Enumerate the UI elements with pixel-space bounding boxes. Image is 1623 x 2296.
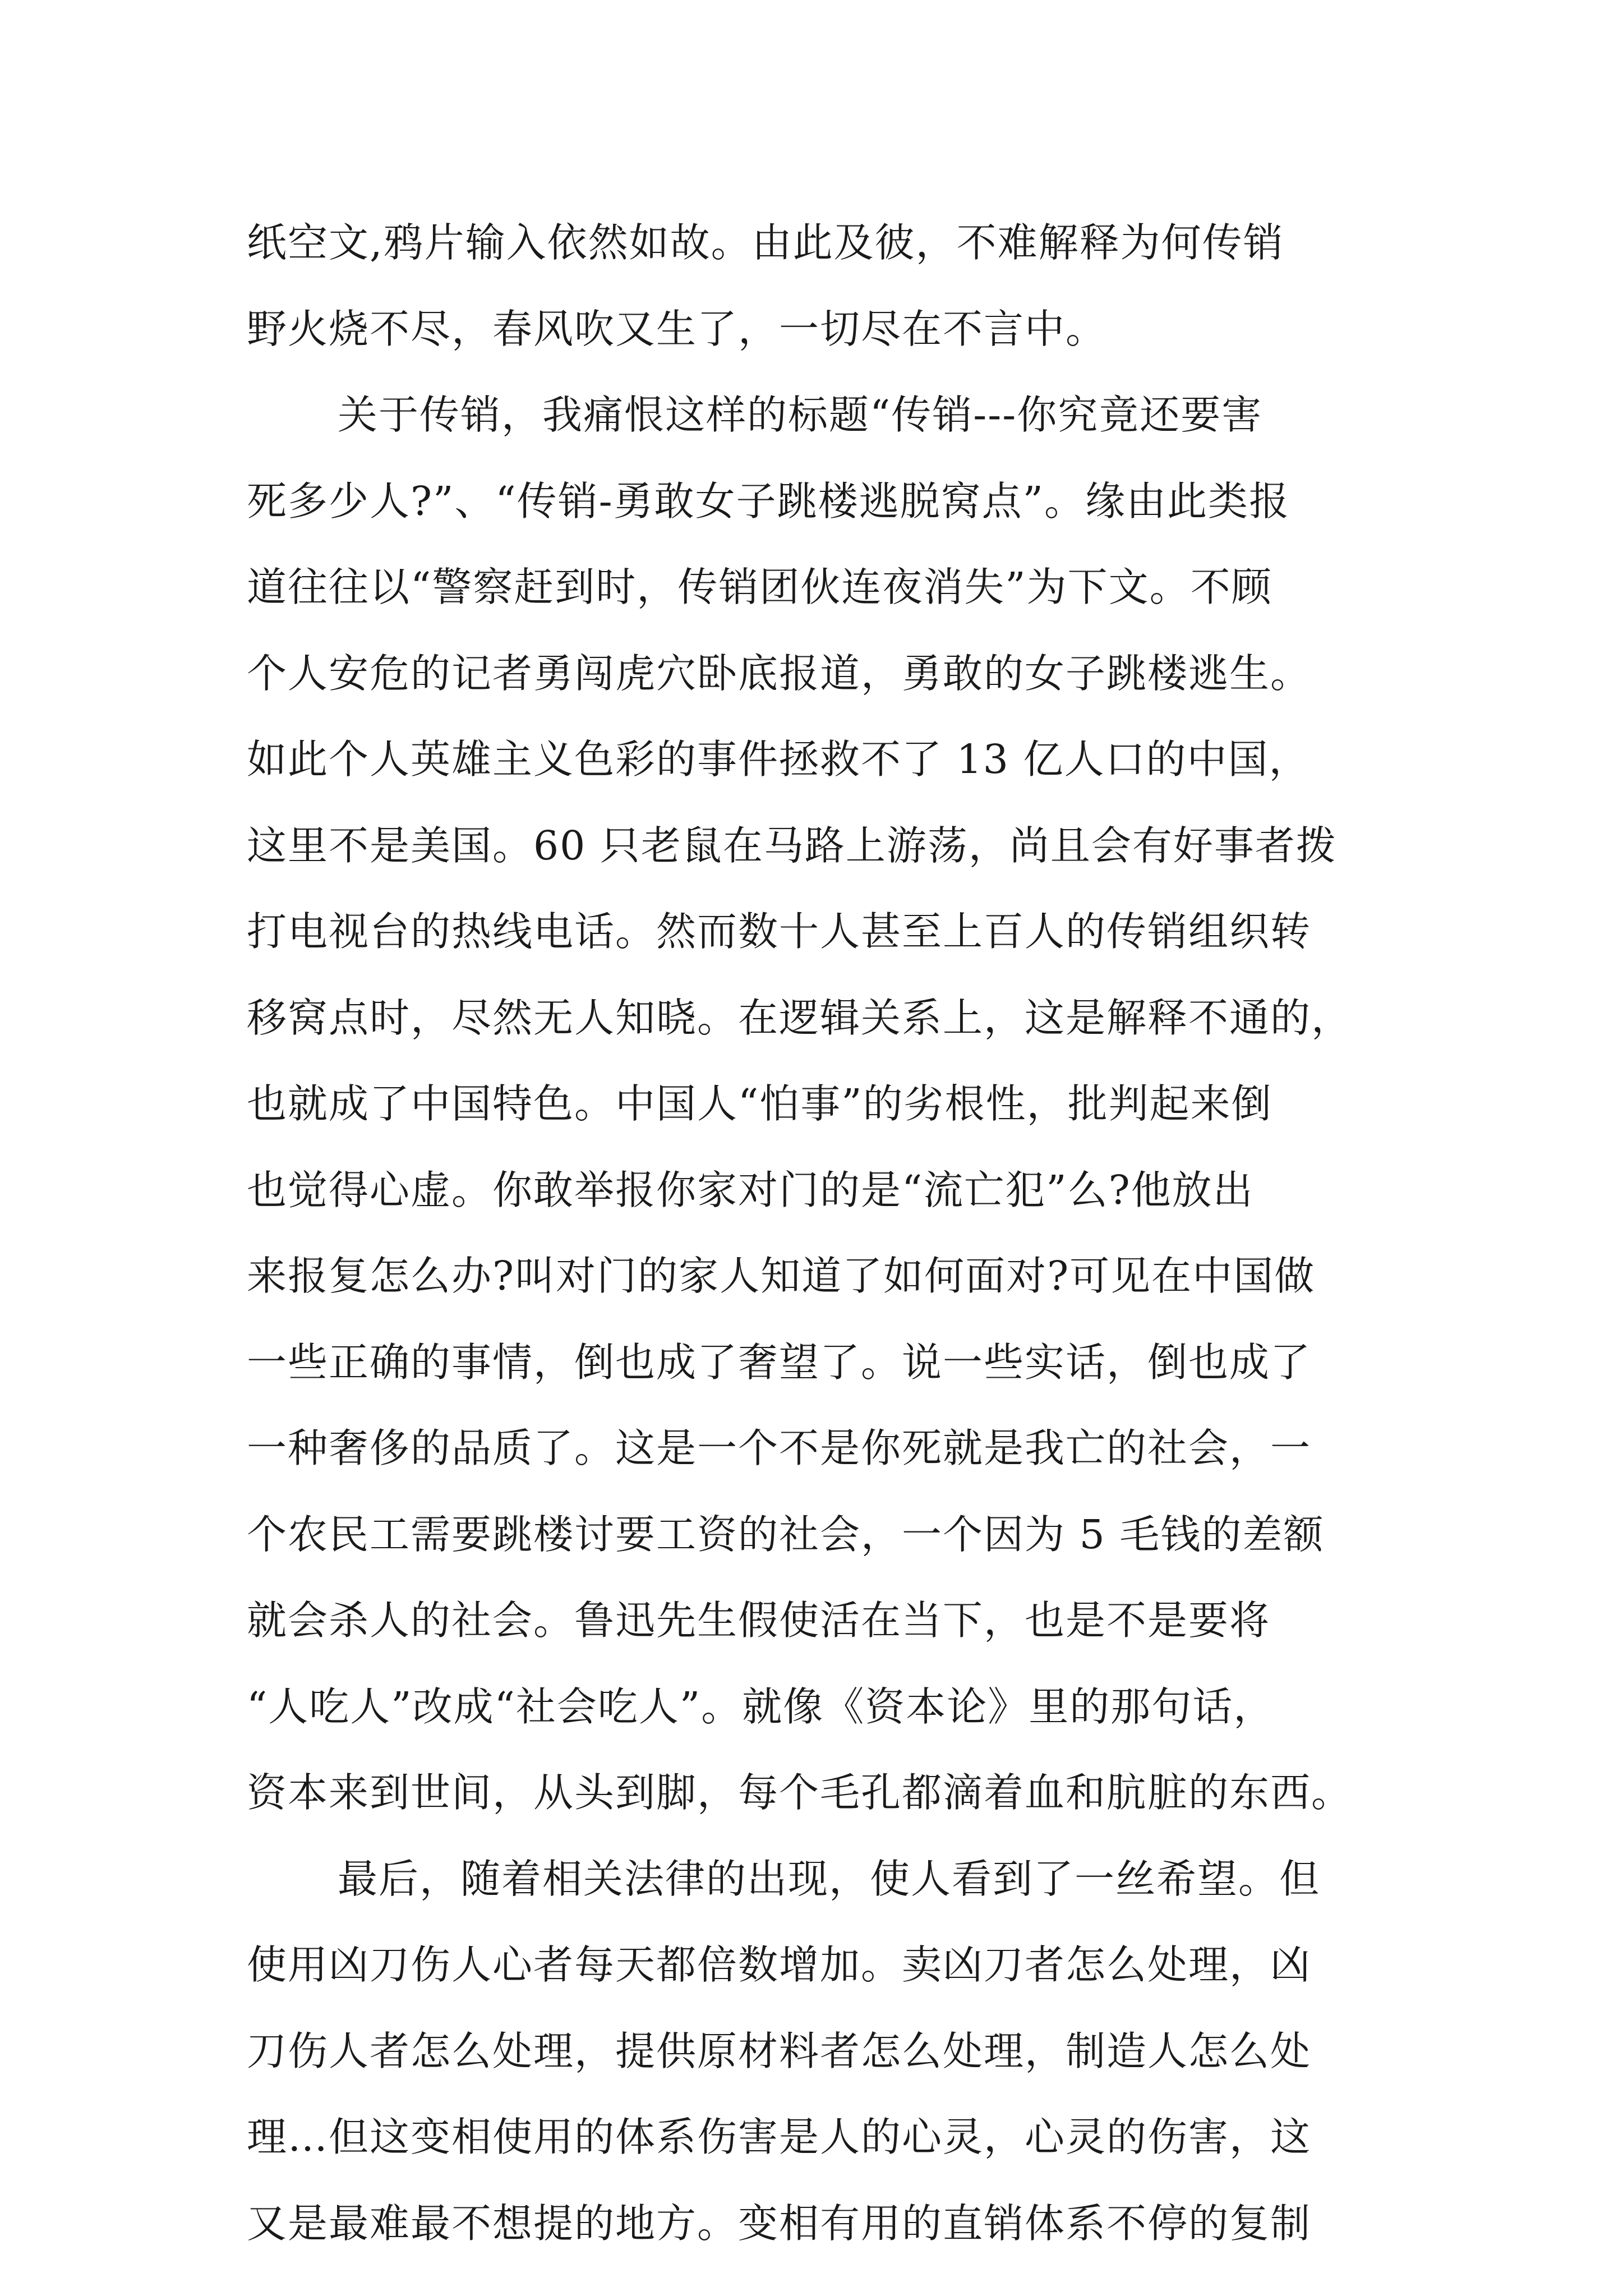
text-line-15: 一种奢侈的品质了。这是一个不是你死就是我亡的社会，一 bbox=[247, 1425, 1312, 1471]
text-line-6: 个人安危的记者勇闯虎穴卧底报道，勇敢的女子跳楼逃生。 bbox=[247, 650, 1312, 697]
body-text bbox=[247, 200, 1385, 2266]
text-line-24: 又是最难最不想提的地方。变相有用的直销体系不停的复制 bbox=[247, 2200, 1312, 2247]
text-line-9: 打电视台的热线电话。然而数十人甚至上百人的传销组织转 bbox=[247, 908, 1312, 955]
text-line-1: 纸空文,鸦片输入依然如故。由此及彼，不难解释为何传销 bbox=[247, 219, 1284, 266]
text-line-10: 移窝点时，尽然无人知晓。在逻辑关系上，这是解释不通的， bbox=[247, 994, 1353, 1041]
text-line-14: 一些正确的事情，倒也成了奢望了。说一些实话，倒也成了 bbox=[247, 1338, 1312, 1386]
text-line-2: 野火烧不尽，春风吹又生了，一切尽在不言中。 bbox=[247, 305, 1107, 352]
text-line-18: “人吃人”改成“社会吃人”。就像《资本论》里的那句话， bbox=[247, 1683, 1275, 1730]
text-line-13: 来报复怎么办?叫对门的家人知道了如何面对?可见在中国做 bbox=[247, 1253, 1316, 1299]
text-line-11: 也就成了中国特色。中国人“怕事”的劣根性，批判起来倒 bbox=[247, 1080, 1272, 1127]
text-line-4: 死多少人?”、“传销-勇敢女子跳楼逃脱窝点”。缘由此类报 bbox=[247, 477, 1290, 524]
text-line-7: 如此个人英雄主义色彩的事件拯救不了 13 亿人口的中国， bbox=[247, 736, 1310, 783]
text-line-5: 道往往以“警察赶到时，传销团伙连夜消失”为下文。不顾 bbox=[247, 564, 1272, 610]
text-line-17: 就会杀人的社会。鲁迅先生假使活在当下，也是不是要将 bbox=[247, 1597, 1271, 1644]
text-line-16: 个农民工需要跳楼讨要工资的社会，一个因为 5 毛钱的差额 bbox=[247, 1511, 1325, 1558]
text-line-20: 最后，随着相关法律的出现，使人看到了一丝希望。但 bbox=[338, 1855, 1321, 1902]
text-line-19: 资本来到世间，从头到脚，每个毛孔都滴着血和肮脏的东西。 bbox=[247, 1769, 1353, 1816]
text-line-22: 刀伤人者怎么处理，提供原材料者怎么处理，制造人怎么处 bbox=[247, 2027, 1312, 2074]
text-line-21: 使用凶刀伤人心者每天都倍数增加。卖凶刀者怎么处理，凶 bbox=[247, 1941, 1312, 1988]
text-line-8: 这里不是美国。60 只老鼠在马路上游荡，尚且会有好事者拨 bbox=[247, 822, 1337, 869]
text-line-3: 关于传销，我痛恨这样的标题“传销---你究竟还要害 bbox=[338, 392, 1263, 438]
text-line-12: 也觉得心虚。你敢举报你家对门的是“流亡犯”么?他放出 bbox=[247, 1166, 1254, 1213]
text-line-23: 理…但这变相使用的体系伤害是人的心灵，心灵的伤害，这 bbox=[247, 2114, 1312, 2160]
